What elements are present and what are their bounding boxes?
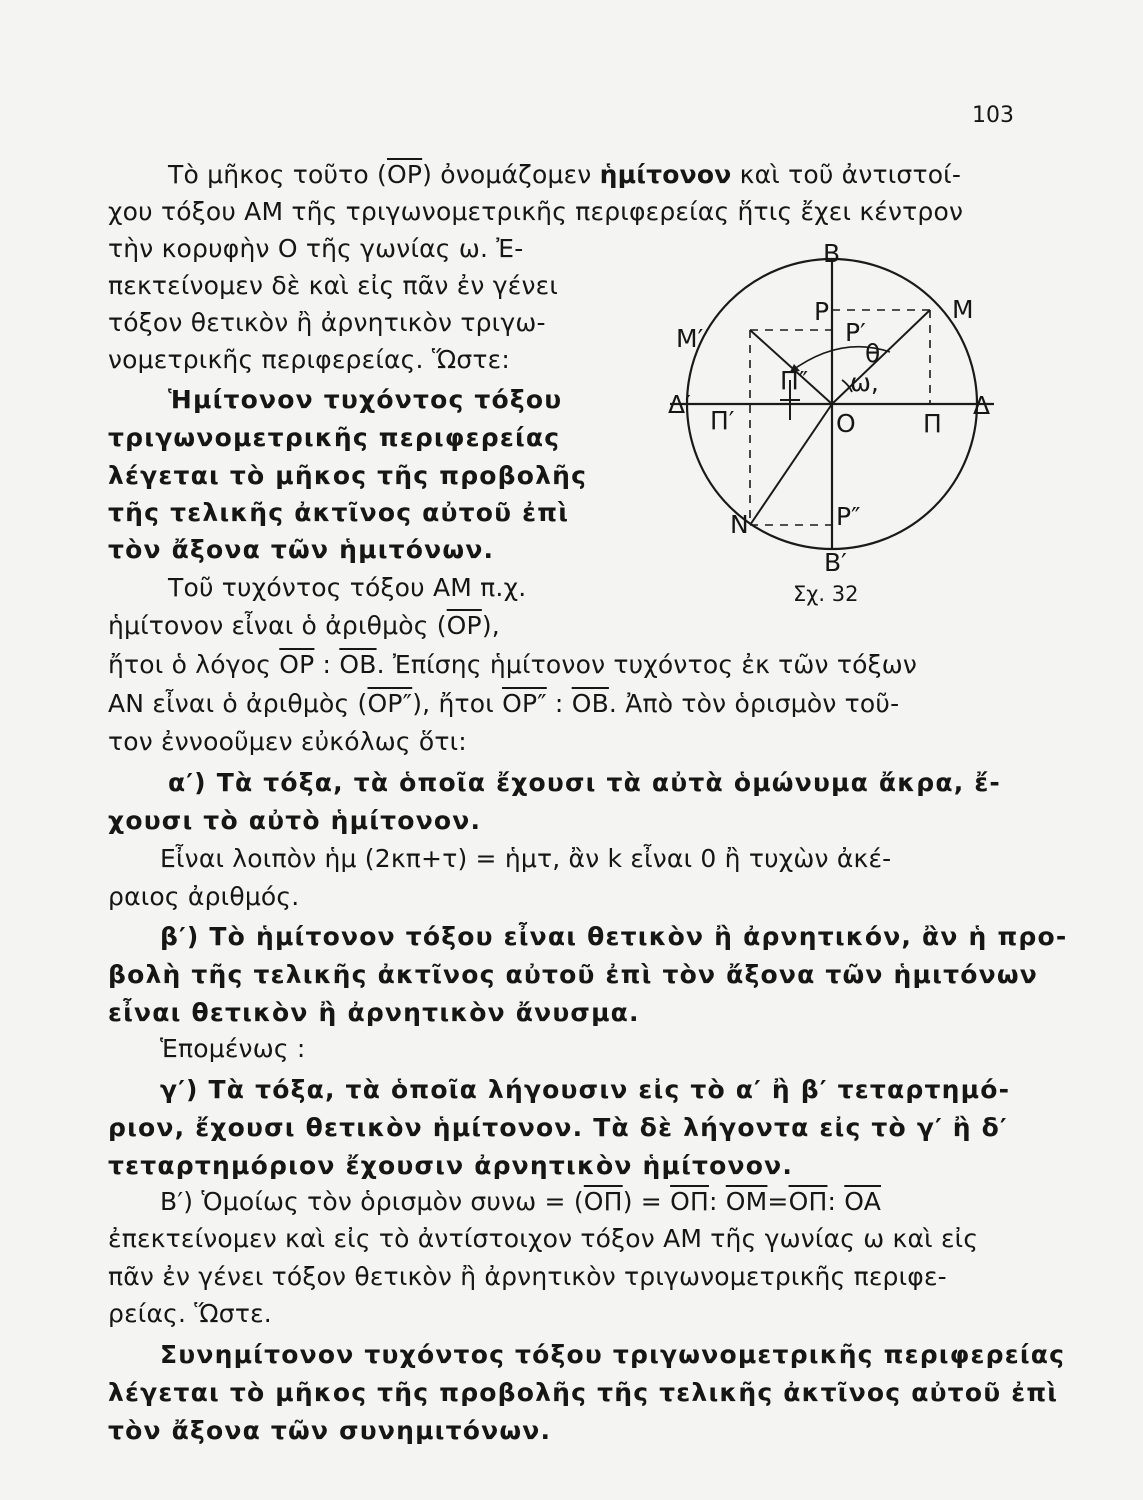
label-M: M [952,295,974,324]
text-line: τόξον θετικὸν ἢ ἀρνητικὸν τριγω- [108,308,546,337]
label-Delta: Δ [973,391,991,420]
label-Delta-prime: Δ′ [668,390,691,419]
label-N: N [730,510,749,539]
text-line: τον ἐννοοῦμεν εὐκόλως ὅτι: [108,727,467,756]
text-line: ἐπεκτείνομεν καὶ εἰς τὸ ἀντίστοιχον τόξον AM τῆς γωνίας ω καὶ εἰς [108,1224,979,1253]
text-line: B′) Ὁμοίως τὸν ὁρισμὸν $\sigma\upsilon\nu\omega = (\overline{O\Pi}) = \overline{O\Pi}$: $\overline{OM}=\overline{O\Pi}$: $\overline{OA}$ [160,1187,881,1216]
text-line: ἡμίτονον εἶναι ὁ ἀριθμὸς $(\overline{OP})$, [108,611,500,640]
label-theta: θ [865,339,881,368]
property-line: γ′) Τὰ τόξα, τὰ ὁποῖα λήγουσιν εἰς τὸ α′ ἢ β′ τεταρτημό- [160,1075,1011,1104]
text-line: Τὸ μῆκος τοῦτο $(\overline{OP})$ ὀνομάζομεν ἡμίτονον καὶ τοῦ ἀντιστοί- [168,160,962,189]
figure-caption: Σχ. 32 [793,582,859,606]
property-line: ριον, ἔχουσι θετικὸν ἡμίτονον. Τὰ δὲ λήγοντα εἰς τὸ γ′ ἢ δ′ [108,1113,1008,1142]
label-M-prime: M′ [676,324,704,353]
text-line: Ἑπομένως : [160,1034,306,1063]
property-line: β′) Τὸ ἡμίτονον τόξου εἶναι θετικὸν ἢ ἀρνητικόν, ἂν ἡ προ- [160,922,1068,951]
definition-line: τὸν ἄξονα τῶν συνημιτόνων. [108,1416,552,1445]
property-line: χουσι τὸ αὐτὸ ἡμίτονον. [108,806,482,835]
page-number: 103 [972,103,1014,128]
label-Pi-prime: Π′ [710,406,735,435]
label-P: P [814,297,830,326]
label-Pi: Π [923,409,942,438]
property-line: α′) Τὰ τόξα, τὰ ὁποῖα ἔχουσι τὰ αὐτὰ ὁμώνυμα ἄκρα, ἔ- [168,768,1002,797]
label-B: B [823,239,841,268]
definition-line: λέγεται τὸ μῆκος τῆς προβολῆς τῆς τελικῆς ἀκτῖνος αὐτοῦ ἐπὶ [108,1378,1059,1407]
definition-line: λέγεται τὸ μῆκος τῆς προβολῆς [108,461,588,490]
label-P-prime: P′ [845,318,866,347]
definition-line: τὸν ἄξονα τῶν ἡμιτόνων. [108,535,495,564]
text-line: AN εἶναι ὁ ἀριθμὸς (OP″), ἤτοι OP″ : $\overline{OB}$. Ἀπὸ τὸν ὁρισμὸν τοῦ- [108,689,900,718]
label-P-double: P″ [836,502,861,531]
text-line: χου τόξου AM τῆς τριγωνομετρικῆς περιφερείας ἥτις ἔχει κέντρον [108,197,964,226]
definition-line: τῆς τελικῆς ἀκτῖνος αὐτοῦ ἐπὶ [108,498,570,527]
property-line: εἶναι θετικὸν ἢ ἀρνητικὸν ἄνυσμα. [108,998,640,1027]
property-line: βολὴ τῆς τελικῆς ἀκτῖνος αὐτοῦ ἐπὶ τὸν ἄξονα τῶν ἡμιτόνων [108,960,1039,989]
property-line: τεταρτημόριον ἔχουσιν ἀρνητικὸν ἡμίτονον. [108,1151,794,1180]
radius-ON [750,404,832,525]
text-line: πᾶν ἐν γένει τόξον θετικὸν ἢ ἀρνητικὸν τριγωνομετρικῆς περιφε- [108,1262,947,1291]
label-B-prime: B′ [824,548,847,577]
unit-circle-figure [640,240,1020,610]
text-line: ἤτοι ὁ λόγος $\overline{OP}$ : $\overline{OB}$. Ἐπίσης ἡμίτονον τυχόντος ἐκ τῶν τόξων [108,650,918,679]
text-line: ραιος ἀριθμός. [108,882,300,911]
definition-line: Ἡμίτονον τυχόντος τόξου [168,385,563,414]
label-O: O [836,409,856,438]
text-line: τὴν κορυφὴν O τῆς γωνίας ω. Ἐ- [108,234,524,263]
text-line: Εἶναι λοιπὸν ἡμ (2κπ+τ) = ἡμτ, ἂν k εἶναι 0 ἢ τυχὼν ἀκέ- [160,844,892,873]
definition-line: τριγωνομετρικῆς περιφερείας [108,423,561,452]
label-omega: ω, [850,368,879,397]
definition-line: Συνημίτονον τυχόντος τόξου τριγωνομετρικῆς περιφερείας [160,1340,1066,1369]
text-line: Τοῦ τυχόντος τόξου AM π.χ. [168,573,527,602]
text-line: πεκτείνομεν δὲ καὶ εἰς πᾶν ἐν γένει [108,271,558,300]
label-Pi-double: Π″ [780,366,809,395]
text-line: νομετρικῆς περιφερείας. Ὥστε: [108,345,510,374]
text-line: ρείας. Ὥστε. [108,1299,272,1328]
